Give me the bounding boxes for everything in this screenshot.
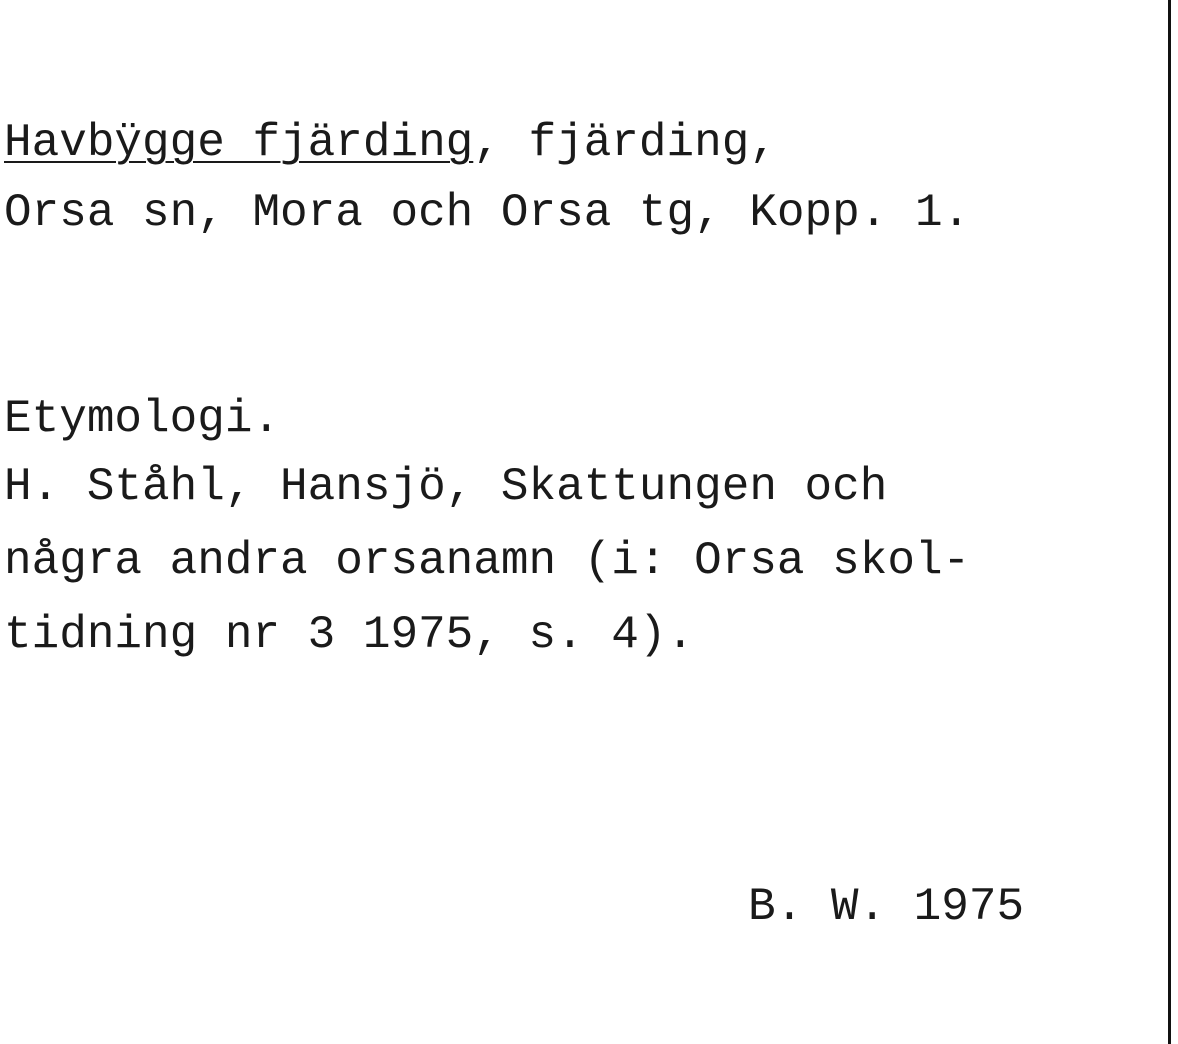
reference-line-1: H. Ståhl, Hansjö, Skattungen och — [4, 461, 888, 513]
headword: Havbÿgge fjärding — [4, 117, 474, 169]
location-line: Orsa sn, Mora och Orsa tg, Kopp. 1. — [4, 187, 971, 239]
headword-line — [4, 117, 777, 169]
section-title: Etymologi. — [4, 393, 281, 445]
reference-line-3: tidning nr 3 1975, s. 4). — [4, 609, 695, 661]
headword-rest: , fjärding, — [473, 117, 777, 169]
card-right-edge — [1168, 0, 1171, 1044]
reference-line-2: några andra orsanamn (i: Orsa skol- — [4, 535, 971, 587]
signature: B. W. 1975 — [748, 881, 1025, 933]
